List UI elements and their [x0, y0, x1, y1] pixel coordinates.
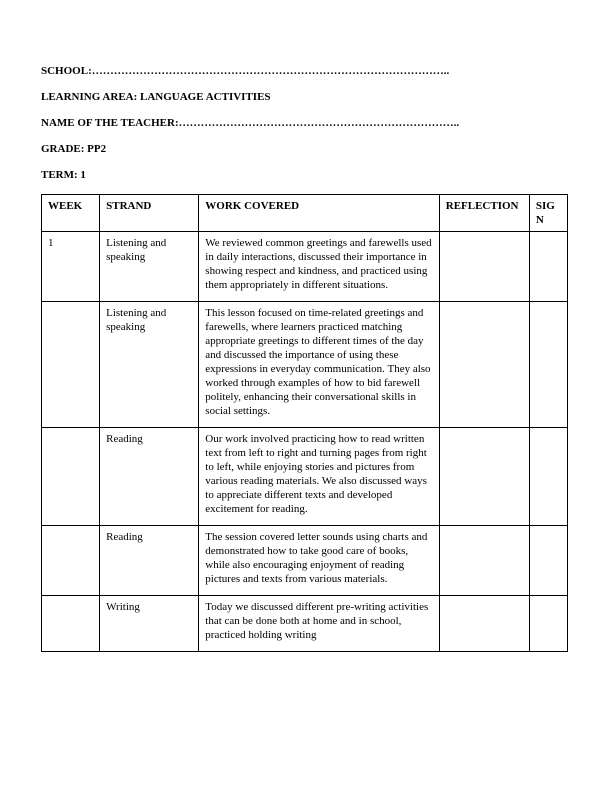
- work-covered-cell: Our work involved practicing how to read written text from left to right and turning pages from right to left, while enjoying stories and pictures from various reading materials. We also discussed ways to appreciate different texts and developed excitement for reading.: [199, 428, 439, 526]
- strand-cell: Reading: [100, 428, 199, 526]
- col-header-reflection: REFLECTION: [439, 195, 529, 232]
- reflection-cell: [439, 526, 529, 596]
- strand-cell: Listening and speaking: [100, 232, 199, 302]
- sign-cell: [529, 232, 567, 302]
- table-row: [42, 526, 568, 596]
- week-cell: [42, 526, 100, 596]
- learning-area-line: LEARNING AREA: LANGUAGE ACTIVITIES: [41, 91, 271, 103]
- reflection-cell: [439, 428, 529, 526]
- teacher-name-line: NAME OF THE TEACHER:…………………………………………………………………..: [41, 117, 460, 129]
- col-header-sign: SIGN: [529, 195, 567, 232]
- week-cell: 1: [42, 232, 100, 302]
- table-row: [42, 428, 568, 526]
- reflection-cell: [439, 596, 529, 652]
- lesson-record-table: [41, 194, 568, 652]
- sign-cell: [529, 596, 567, 652]
- week-cell: [42, 596, 100, 652]
- week-cell: [42, 302, 100, 428]
- sign-cell: [529, 302, 567, 428]
- table-row: [42, 232, 568, 302]
- table-row: [42, 596, 568, 652]
- term-line: TERM: 1: [41, 169, 86, 181]
- work-covered-cell: This lesson focused on time-related greetings and farewells, where learners practiced matching appropriate greetings to different times of the day and discussed the importance of using these expressions in everyday communication. They also worked through examples of how to bid farewell politely, enhancing their conversational skills in social settings.: [199, 302, 439, 428]
- table-header-row: [42, 195, 568, 232]
- work-covered-cell: We reviewed common greetings and farewells used in daily interactions, discussed their importance in showing respect and kindness, and practiced using them appropriately in different situations.: [199, 232, 439, 302]
- sign-cell: [529, 428, 567, 526]
- col-header-strand: STRAND: [100, 195, 199, 232]
- strand-cell: Reading: [100, 526, 199, 596]
- strand-cell: Writing: [100, 596, 199, 652]
- grade-line: GRADE: PP2: [41, 143, 107, 155]
- reflection-cell: [439, 302, 529, 428]
- school-line: SCHOOL:……………………………………………………………………………………..: [41, 65, 450, 77]
- reflection-cell: [439, 232, 529, 302]
- strand-cell: Listening and speaking: [100, 302, 199, 428]
- work-covered-cell: The session covered letter sounds using charts and demonstrated how to take good care of books, while also encouraging enjoyment of reading pictures and texts from various materials.: [199, 526, 439, 596]
- col-header-week: WEEK: [42, 195, 100, 232]
- table-row: [42, 302, 568, 428]
- week-cell: [42, 428, 100, 526]
- work-covered-cell: Today we discussed different pre-writing activities that can be done both at home and in school, practiced holding writing: [199, 596, 439, 652]
- col-header-work-covered: WORK COVERED: [199, 195, 439, 232]
- sign-cell: [529, 526, 567, 596]
